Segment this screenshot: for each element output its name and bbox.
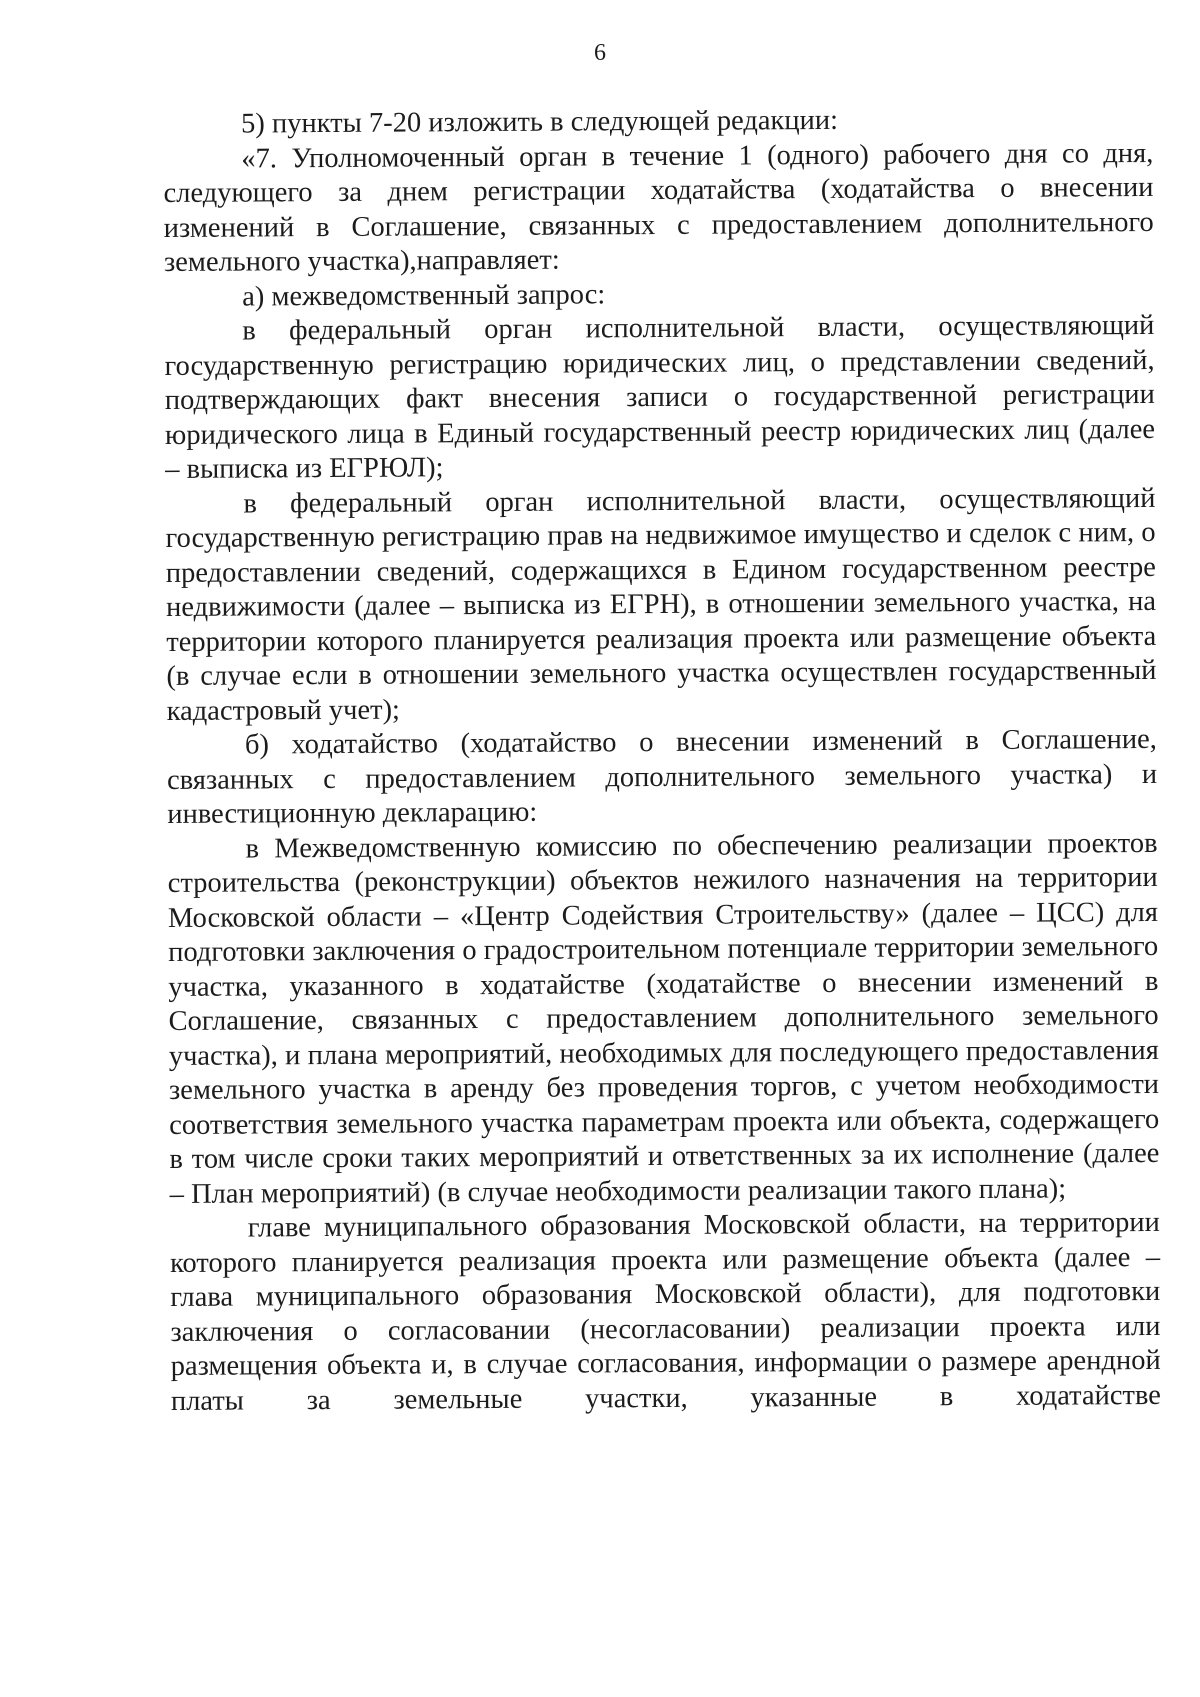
paragraph-egrul-request: в федеральный орган исполнительной власти, осуществляющий государственную регистрацию юридических лиц, о представлении сведений, подтверждающих факт внесения записи о государственной регистрации юридического лица в Единый государственный реестр юридических лиц (далее – выписка из ЕГРЮЛ);	[164, 309, 1156, 485]
paragraph-egrn-request: в федеральный орган исполнительной власти, осуществляющий государственную регистрацию прав на недвижимое имущество и сделок с ним, о предоставлении сведений, содержащихся в Едином государственном реестре недвижимости (далее – выписка из ЕГРН), в отношении земельного участка, на территории которого планируется реализация проекта или размещение объекта (в случае если в отношении земельного участка осуществлен государственный кадастровый учет);	[165, 482, 1157, 727]
paragraph-item-7: «7. Уполномоченный орган в течение 1 (одного) рабочего дня со дня, следующего за днем регистрации ходатайства (ходатайства о внесении изменений в Соглашение, связанных с предоставлением дополнительного земельного участка),направляет:	[163, 137, 1154, 278]
paragraph-subitem-b: б) ходатайство (ходатайство о внесении изменений в Соглашение, связанных с предоставлением дополнительного земельного участка) и инвестиционную декларацию:	[167, 723, 1158, 830]
paragraph-subitem-a: а) межведомственный запрос:	[242, 278, 606, 313]
paragraph-css-commission: в Межведомственную комиссию по обеспечению реализации проектов строительства (реконструкции) объектов нежилого назначения на территории Московской области – «Центр Содействия Строительству» (далее – ЦСС) для подготовки заключения о градостроительном потенциале территории земельного участка, указанного в ходатайстве (ходатайстве о внесении изменений в Соглашение, связанных с предоставлением дополнительного земельного участка), и плана мероприятий, необходимых для последующего предоставления земельного участка в аренду без проведения торгов, с учетом необходимости соответствия земельного участка параметрам проекта или объекта, содержащего в том числе сроки таких мероприятий и ответственных за их исполнение (далее – План мероприятий) (в случае необходимости реализации такого плана);	[167, 827, 1160, 1210]
paragraph-amendment-intro: 5) пункты 7-20 изложить в следующей редакции:	[241, 104, 839, 140]
page-number: 6	[594, 40, 606, 66]
document-body	[163, 102, 1161, 1419]
paragraph-municipal-head: главе муниципального образования Московской области, на территории которого планируется реализация проекта или размещение объекта (далее – глава муниципального образования Московской области), для подготовки заключения о согласовании (несогласовании) реализации проекта или размещения объекта и, в случае согласования, информации о размере арендной платы за земельные участки, указанные в ходатайстве	[169, 1206, 1161, 1417]
